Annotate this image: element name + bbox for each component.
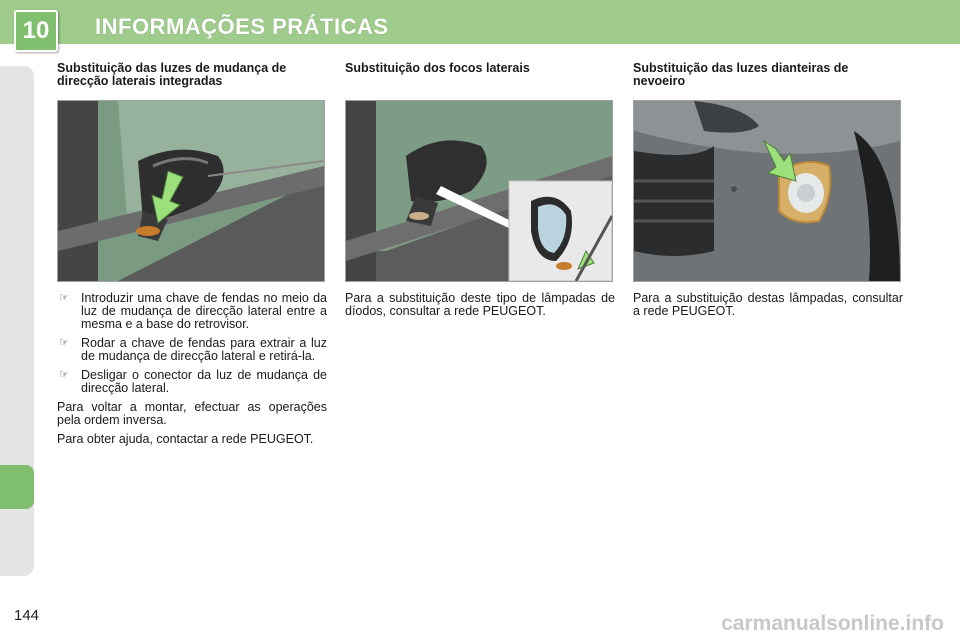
- page-number: 144: [14, 607, 40, 624]
- list-item: ☞ Desligar o conector da luz de mudança de direcção lateral.: [59, 368, 327, 395]
- fog-light-photo: [633, 100, 901, 282]
- section-heading: Substituição dos focos laterais: [345, 61, 530, 75]
- column-fog-lights: [633, 62, 903, 324]
- pointing-hand-icon: ☞: [59, 369, 69, 381]
- watermark: carmanualsonline.info: [721, 612, 944, 635]
- pointing-hand-icon: ☞: [59, 292, 69, 304]
- column-side-lights: [345, 62, 615, 324]
- pointing-hand-icon: ☞: [59, 337, 69, 349]
- column-turn-signal: [57, 62, 327, 452]
- body-paragraph: Para a substituição destas lâmpadas, consultar a rede PEUGEOT.: [633, 291, 903, 318]
- body-paragraph: Para voltar a montar, efectuar as operações pela ordem inversa.: [57, 400, 327, 427]
- mirror-turn-signal-photo: [57, 100, 325, 282]
- chapter-side-tab[interactable]: [0, 465, 34, 509]
- page-title: INFORMAÇÕES PRÁTICAS: [95, 14, 389, 39]
- list-item: ☞ Rodar a chave de fendas para extrair a luz de mudança de direcção lateral e retirá-la.: [59, 336, 327, 363]
- body-paragraph: Para obter ajuda, contactar a rede PEUGEOT.: [57, 432, 314, 446]
- section-heading: Substituição das luzes de mudança de direcção laterais integradas: [57, 61, 287, 88]
- list-item: ☞ Introduzir uma chave de fendas no meio da luz de mudança de direcção lateral entre a mesma e a base do retrovisor.: [59, 291, 327, 331]
- section-heading: Substituição das luzes dianteiras de nevoeiro: [633, 61, 849, 88]
- body-paragraph: Para a substituição deste tipo de lâmpadas de díodos, consultar a rede PEUGEOT.: [345, 291, 615, 318]
- chapter-badge: 10: [14, 10, 58, 52]
- side-light-photo: [345, 100, 613, 282]
- steps-list: [57, 292, 327, 395]
